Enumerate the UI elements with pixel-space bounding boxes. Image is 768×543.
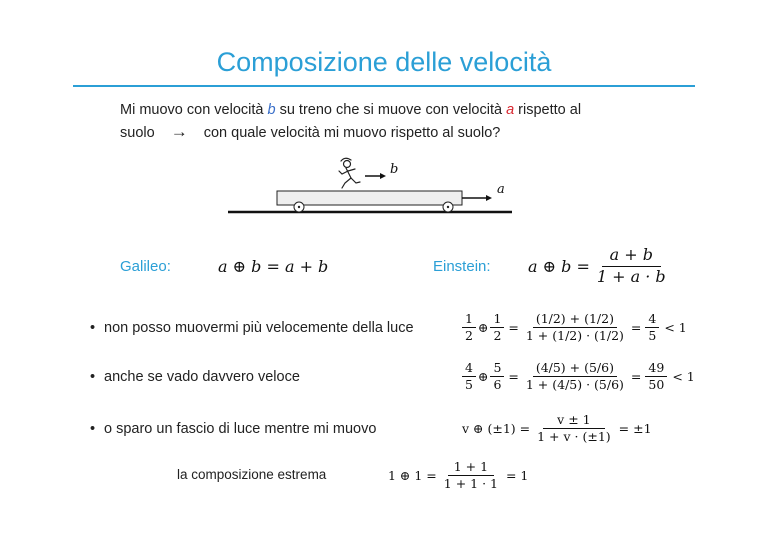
bullet-item: • non posso muovermi più velocemente della luce <box>90 320 414 336</box>
fraction-numerator: 4 <box>645 312 659 328</box>
bullet-item: • o sparo un fascio di luce mentre mi muovo <box>90 421 377 437</box>
variable-a: a <box>506 102 515 118</box>
galileo-label: Galileo: <box>120 258 171 275</box>
result-comparison: < 1 <box>672 369 695 385</box>
fraction-numerator: 1 <box>490 312 504 328</box>
diagram-label-a: a <box>497 182 505 197</box>
fraction-numerator: (1/2) + (1/2) <box>533 312 617 328</box>
fraction-numerator: 1 + 1 <box>448 460 494 476</box>
intro-text-part: rispetto al <box>514 102 582 118</box>
fraction-denominator: 1 + v · (±1) <box>537 429 611 445</box>
intro-text-part: Mi muovo con velocità <box>120 102 268 118</box>
intro-text-part: con quale velocità mi muovo rispetto al suolo? <box>203 125 501 141</box>
bullet-text: o sparo un fascio di luce mentre mi muovo <box>104 421 377 437</box>
fraction-denominator: 2 <box>493 328 502 344</box>
fraction-numerator: (4/5) + (5/6) <box>533 361 617 377</box>
einstein-denominator: 1 + a · b <box>596 267 666 287</box>
fraction-numerator: 5 <box>490 361 504 377</box>
equation-four-fifths-plus-five-sixths <box>462 361 695 393</box>
right-arrow-icon: → <box>170 122 188 141</box>
einstein-lhs: a ⊕ b = <box>528 256 590 276</box>
equation-extreme-composition <box>388 460 528 492</box>
equation-result: = ±1 <box>618 421 652 437</box>
fraction-denominator: 1 + 1 · 1 <box>443 476 498 492</box>
intro-text-part: su treno che si muove con velocità <box>275 102 507 118</box>
fraction-denominator: 1 + (1/2) · (1/2) <box>525 328 624 344</box>
galileo-formula: a ⊕ b = a + b <box>218 257 329 276</box>
einstein-formula <box>528 246 669 287</box>
oplus-symbol: ⊕ <box>477 320 489 336</box>
fraction-denominator: 6 <box>493 377 502 393</box>
train-diagram <box>220 150 520 220</box>
fraction-numerator: 4 <box>462 361 476 377</box>
equation-lhs: 1 ⊕ 1 = <box>388 468 437 484</box>
equals-symbol: = <box>630 369 642 385</box>
bullet-text: anche se vado davvero veloce <box>104 369 300 385</box>
result-comparison: < 1 <box>664 320 687 336</box>
equation-result: = 1 <box>505 468 529 484</box>
fraction-denominator: 5 <box>648 328 657 344</box>
fraction-numerator: 49 <box>645 361 667 377</box>
intro-text-part: suolo <box>120 125 155 141</box>
equals-symbol: = <box>508 320 519 336</box>
extreme-composition-label: la composizione estrema <box>177 467 327 482</box>
oplus-symbol: ⊕ <box>477 369 489 385</box>
equals-symbol: = <box>630 320 642 336</box>
equation-lhs: v ⊕ (±1) = <box>462 421 531 437</box>
bullet-text: non posso muovermi più velocemente della luce <box>104 320 414 336</box>
page-title: Composizione delle velocità <box>216 47 552 77</box>
running-person-icon <box>339 158 360 188</box>
title-underline <box>73 85 695 87</box>
intro-line-2 <box>120 121 581 144</box>
equation-light-composition <box>462 413 652 445</box>
fraction-numerator: v ± 1 <box>543 413 604 429</box>
fraction-denominator: 2 <box>465 328 473 344</box>
einstein-numerator: a + b <box>602 246 661 267</box>
diagram-label-b: b <box>390 162 399 177</box>
fraction-denominator: 1 + (4/5) · (5/6) <box>525 377 624 393</box>
einstein-label: Einstein: <box>433 258 491 275</box>
einstein-fraction <box>594 246 669 287</box>
variable-b: b <box>267 102 276 118</box>
intro-text <box>120 100 581 144</box>
equals-symbol: = <box>508 369 519 385</box>
fraction-denominator: 50 <box>648 377 665 393</box>
train-body <box>277 191 462 205</box>
intro-line-1 <box>120 100 581 121</box>
bullet-item: • anche se vado davvero veloce <box>90 369 300 385</box>
fraction-denominator: 5 <box>465 377 473 393</box>
equation-half-plus-half <box>462 312 687 344</box>
fraction-numerator: 1 <box>462 312 476 328</box>
